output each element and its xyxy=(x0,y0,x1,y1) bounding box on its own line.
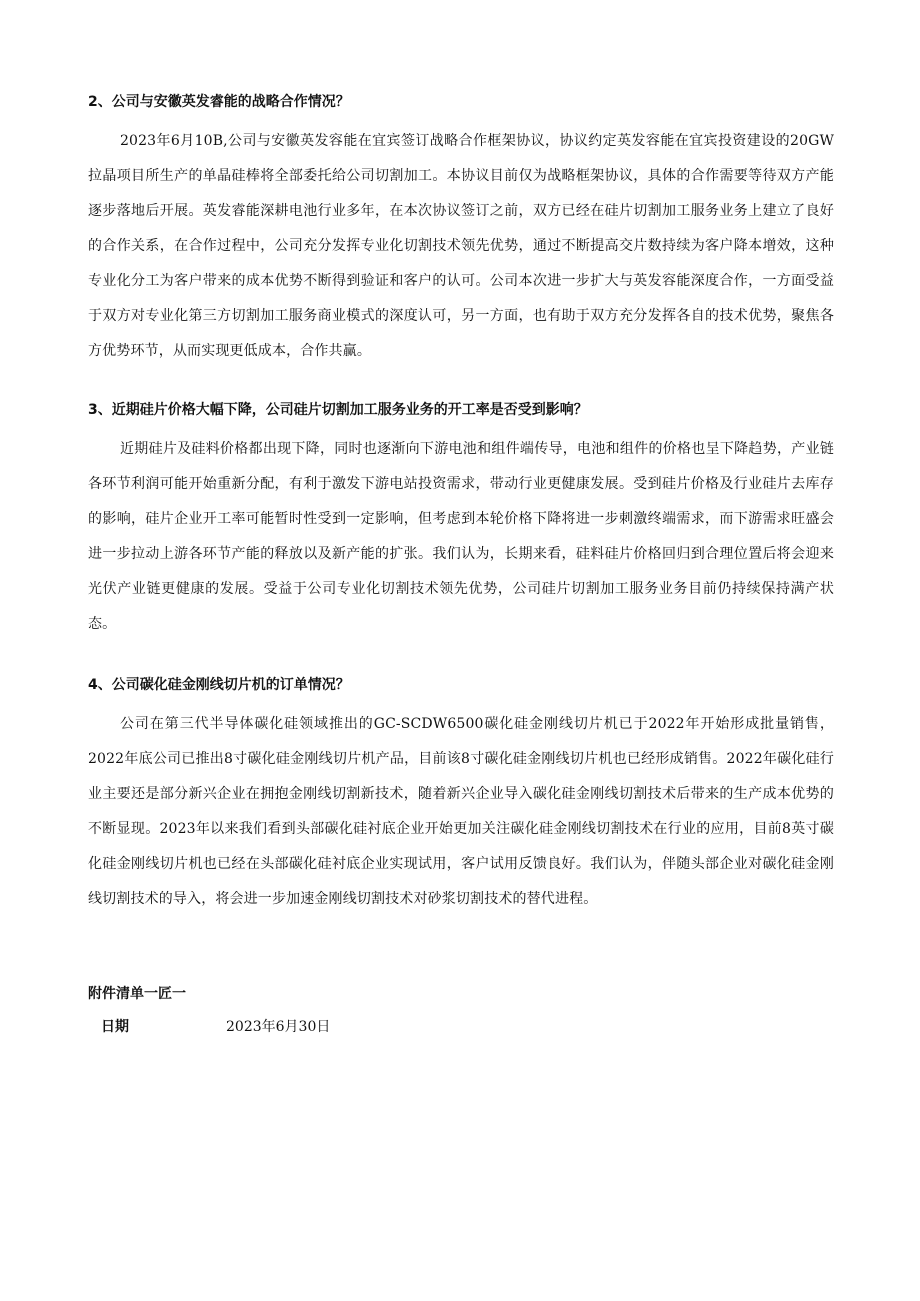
answer-paragraph: 公司在第三代半导体碳化硅领域推出的GC-SCDW6500碳化硅金刚线切片机已于2022年开始形成批量销售，2022年底公司已推出8寸碳化硅金刚线切片机产品，目前该8寸碳化硅金刚线切片机也已经形成销售。2022年碳化硅行业主要还是部分新兴企业在拥抱金刚线切割新技术，随着新兴企业导入碳化硅金刚线切割技术后带来的生产成本优势的不断显现。2023年以来我们看到头部碳化硅衬底企业开始更加关注碳化硅金刚线切割技术在行业的应用，目前8英寸碳化硅金刚线切片机也已经在头部碳化硅衬底企业实现试用，客户试用反馈良好。我们认为，伴随头部企业对碳化硅金刚线切割技术的导入，将会进一步加速金刚线切割技术对砂浆切割技术的替代进程。 xyxy=(88,716,834,907)
date-value: 2023年6月30日 xyxy=(226,1019,331,1035)
qa-section-3 xyxy=(88,400,834,642)
qa-section-4 xyxy=(88,675,834,917)
date-row xyxy=(101,1017,330,1037)
answer-paragraph: 近期硅片及硅料价格都出现下降，同时也逐渐向下游电池和组件端传导，电池和组件的价格也呈下降趋势，产业链各环节利润可能开始重新分配，有利于激发下游电站投资需求，带动行业更健康发展。受到硅片价格及行业硅片去库存的影响，硅片企业开工率可能暂时性受到一定影响，但考虑到本轮价格下降将进一步刺激终端需求，而下游需求旺盛会进一步拉动上游各环节产能的释放以及新产能的扩张。我们认为，长期来看，硅料硅片价格回归到合理位置后将会迎来光伏产业链更健康的发展。受益于公司专业化切割技术领先优势，公司硅片切割加工服务业务目前仍持续保持满产状态。 xyxy=(88,441,834,632)
answer-paragraph: 2023年6月10B,公司与安徽英发容能在宜宾签订战略合作框架协议，协议约定英发容能在宜宾投资建设的20GW拉晶项目所生产的单晶硅棒将全部委托给公司切割加工。本协议目前仅为战略框架协议，具体的合作需要等待双方产能逐步落地后开展。英发睿能深耕电池行业多年，在本次协议签订之前，双方已经在硅片切割加工服务业务上建立了良好的合作关系，在合作过程中，公司充分发挥专业化切割技术领先优势，通过不断提高交片数持续为客户降本增效，这种专业化分工为客户带来的成本优势不断得到验证和客户的认可。公司本次进一步扩大与英发容能深度合作，一方面受益于双方对专业化第三方切割加工服务商业模式的深度认可，另一方面，也有助于双方充分发挥各自的技术优势，聚焦各方优势环节，从而实现更低成本，合作共赢。 xyxy=(88,133,834,359)
qa-section-2 xyxy=(88,92,834,369)
attachment-list-label: 附件清单一匠一 xyxy=(88,986,186,1002)
question-heading: 2、公司与安徽英发睿能的战略合作情况？ xyxy=(88,94,350,110)
question-heading: 4、公司碳化硅金刚线切片机的订单情况？ xyxy=(88,677,350,693)
date-label: 日期 xyxy=(101,1019,129,1035)
question-heading: 3、近期硅片价格大幅下降，公司硅片切割加工服务业务的开工率是否受到影响？ xyxy=(88,402,588,418)
